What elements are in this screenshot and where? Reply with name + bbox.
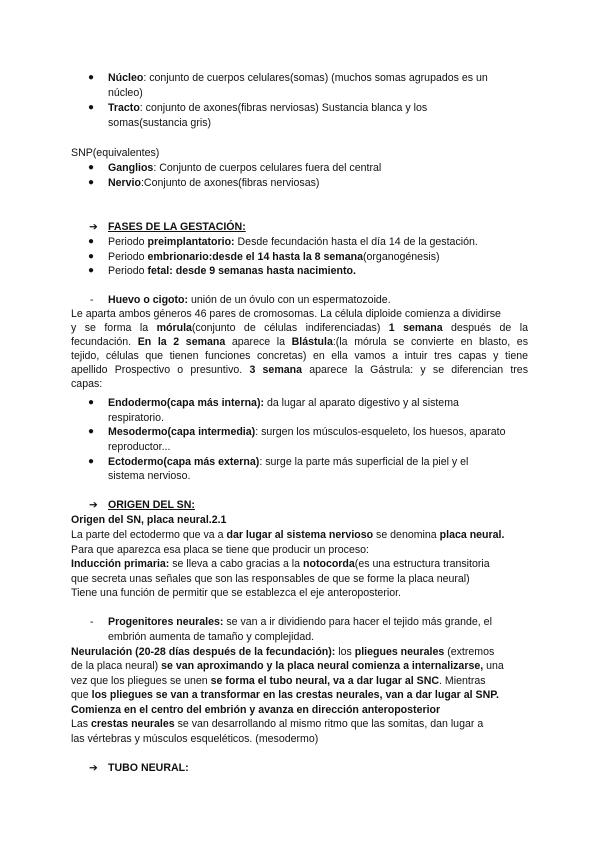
neurulacion-line-2: de la placa neural) se van aproximando y la placa neural comienza a internalizarse, una bbox=[71, 660, 504, 672]
section-title-origen: ORIGEN DEL SN: bbox=[108, 499, 195, 511]
huevo-line: Huevo o cigoto: unión de un óvulo con un espermatozoide. bbox=[108, 294, 391, 306]
section-title-fases: FASES DE LA GESTACIÓN: bbox=[108, 221, 246, 233]
origen-line-5: Tiene una función de permitir que se establezca el eje anteroposterior. bbox=[71, 587, 401, 599]
nervio-text: :Conjunto de axones(fibras nerviosas) bbox=[140, 177, 320, 189]
ectodermo-line: Ectodermo(capa más externa): surge la parte más superficial de la piel y el bbox=[108, 456, 469, 468]
bullet-dot: ● bbox=[88, 397, 95, 408]
huevo-term: Huevo o cigoto: bbox=[108, 294, 189, 306]
nucleo-cont: núcleo) bbox=[108, 87, 143, 99]
nucleo-text: : conjunto de cuerpos celulares(somas) (muchos somas agrupados es un bbox=[143, 72, 488, 84]
tracto-term: Tracto bbox=[108, 102, 140, 114]
origen-line-3: Inducción primaria: se lleva a cabo gracias a la notocorda(es una estructura transitoria bbox=[71, 558, 490, 570]
progenitores-line: Progenitores neurales: se van a ir dividiendo para hacer el tejido más grande, el bbox=[108, 616, 492, 628]
origen-subtitle: Origen del SN, placa neural.2.1 bbox=[71, 514, 227, 526]
origen-line-1: La parte del ectodermo que va a dar lugar al sistema nervioso se denomina placa neural. bbox=[71, 529, 505, 541]
bullet-dot: ● bbox=[88, 72, 95, 83]
origen-line-4: que secreta unas señales que son las responsables de que se forme la placa neural) bbox=[71, 573, 470, 585]
bullet-dot: ● bbox=[88, 177, 95, 188]
neurulacion-line-7: las vértebras y músculos esqueléticos. (mesodermo) bbox=[71, 733, 319, 745]
snp-heading: SNP(equivalentes) bbox=[71, 147, 160, 159]
origen-line-2: Para que aparezca esa placa se tiene que producir un proceso: bbox=[71, 544, 369, 556]
dash-bullet: - bbox=[90, 294, 94, 306]
bullet-dot: ● bbox=[88, 456, 95, 467]
tracto-line bbox=[108, 101, 427, 115]
huevo-paragraph: Le aparta ambos géneros 46 pares de cromosomas. La célula diploide comienza a dividirse y se forma la mórula(conjunto de células indiferenciadas) 1 semana después de la fecundación. En la 2 semana aparece la Blástula:(la mórula se convierte en blasto, es tejido, células que tienen funciones concretas) en ella vamos a intuir tres capas y tiene apellido Prospectivo o presuntivo. 3 semana aparece la Gástrula: y se diferencian tres capas: bbox=[71, 308, 528, 390]
ganglios-line bbox=[108, 161, 381, 175]
fase-item-3: Periodo fetal: desde 9 semanas hasta nacimiento. bbox=[108, 265, 356, 277]
arrow-icon: ➔ bbox=[89, 221, 98, 233]
tracto-cont: somas(sustancia gris) bbox=[108, 117, 212, 129]
bullet-dot: ● bbox=[88, 251, 95, 262]
tracto-text: : conjunto de axones(fibras nerviosas) Sustancia blanca y los bbox=[139, 102, 428, 114]
progenitores-cont: embrión aumenta de tamaño y complejidad. bbox=[108, 631, 315, 643]
ganglios-text: : Conjunto de cuerpos celulares fuera del central bbox=[153, 162, 382, 174]
nervio-term: Nervio bbox=[108, 177, 141, 189]
dash-bullet: - bbox=[90, 616, 94, 628]
neurulacion-line-4: que los pliegues se van a transformar en las crestas neurales, van a dar lugar al SNP. bbox=[71, 689, 499, 701]
endodermo-cont: respiratorio. bbox=[108, 412, 164, 424]
bullet-dot: ● bbox=[88, 265, 95, 276]
neurulacion-line-6: Las crestas neurales se van desarrollando al mismo ritmo que las somitas, dan lugar a bbox=[71, 718, 484, 730]
endodermo-line: Endodermo(capa más interna): da lugar al aparato digestivo y al sistema bbox=[108, 397, 459, 409]
nucleo-line bbox=[108, 71, 488, 85]
neurulacion-line-3: vez que los pliegues se unen se forma el tubo neural, va a dar lugar al SNC. Mientras bbox=[71, 675, 486, 687]
section-title-tubo: TUBO NEURAL: bbox=[108, 762, 189, 774]
arrow-icon: ➔ bbox=[89, 499, 98, 511]
nucleo-term: Núcleo bbox=[108, 72, 144, 84]
arrow-icon: ➔ bbox=[89, 762, 98, 774]
mesodermo-cont: reproductor... bbox=[108, 441, 171, 453]
bullet-dot: ● bbox=[88, 102, 95, 113]
nervio-line bbox=[108, 176, 319, 190]
fase-item-1: Periodo preimplantatorio: Desde fecundación hasta el día 14 de la gestación. bbox=[108, 236, 478, 248]
neurulacion-line-1: Neurulación (20-28 días después de la fecundación): los pliegues neurales (extremos bbox=[71, 646, 495, 658]
ganglios-term: Ganglios bbox=[108, 162, 154, 174]
bullet-dot: ● bbox=[88, 426, 95, 437]
mesodermo-line: Mesodermo(capa intermedia): surgen los músculos-esqueleto, los huesos, aparato bbox=[108, 426, 506, 438]
bullet-dot: ● bbox=[88, 236, 95, 247]
bullet-dot: ● bbox=[88, 162, 95, 173]
ectodermo-cont: sistema nervioso. bbox=[108, 470, 191, 482]
neurulacion-line-5: Comienza en el centro del embrión y avanza en dirección anteroposterior bbox=[71, 704, 441, 716]
fase-item-2: Periodo embrionario:desde el 14 hasta la 8 semana(organogénesis) bbox=[108, 251, 440, 263]
